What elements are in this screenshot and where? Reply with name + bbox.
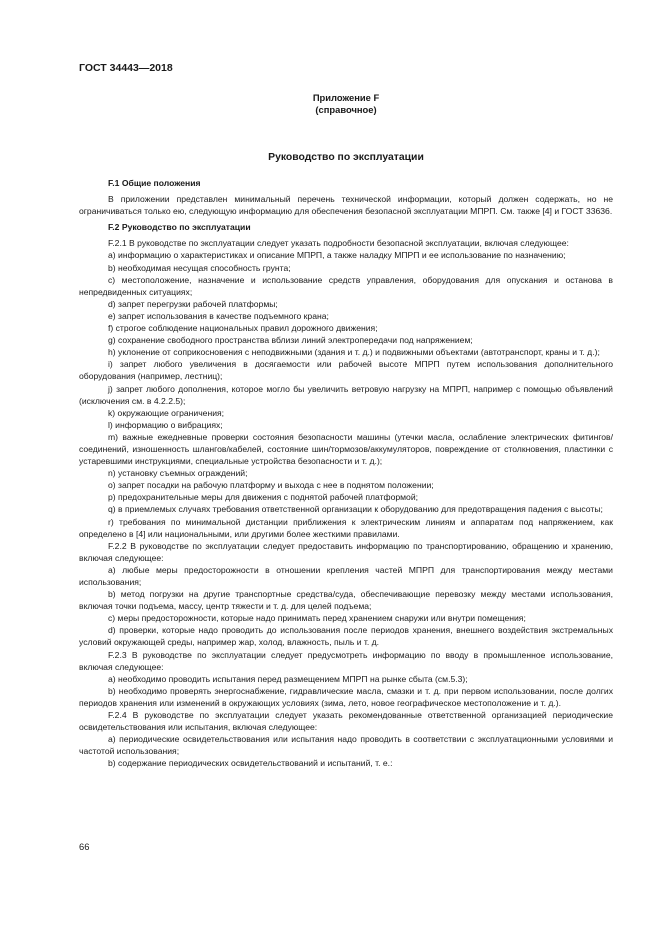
appendix-subtitle: (справочное) (315, 104, 377, 115)
section-f2-content (79, 237, 613, 769)
list-item: c) местоположение, назначение и использование средств управления, оборудования для опускания и останова в непредвиденных ситуациях; (79, 274, 613, 297)
list-item: b) содержание периодических освидетельствований и испытаний, т. е.: (108, 758, 393, 769)
document-title: Руководство по эксплуатации (268, 152, 424, 163)
list-item: m) важные ежедневные проверки состояния безопасности машины (утечки масла, ослабление электрических фитингов/соединений, изношенность шлангов/кабелей, состояние шин/тормозов/аккумуляторов, повреждение от столкновения, пластинки с устаревшими инструкциями, специальные устройства безопасности и т. д.); (79, 431, 613, 467)
list-item: i) запрет любого увеличения в досягаемости или рабочей высоте МПРП путем использования дополнительного оборудования (например, лестниц); (79, 359, 613, 382)
appendix-heading (0, 92, 661, 116)
list-item: a) необходимо проводить испытания перед размещением МПРП на рынке сбыта (см.5.3); (108, 673, 468, 684)
paragraph: F.2.1 В руководстве по эксплуатации следует указать подробности безопасной эксплуатации, включая следующее: (108, 238, 569, 249)
list-item: c) меры предосторожности, которые надо принимать перед хранением снаружи или внутри помещения; (108, 613, 526, 624)
list-item: p) предохранительные меры для движения с поднятой рабочей платформой; (108, 492, 419, 503)
list-item: r) требования по минимальной дистанции приближения к электрическим линиям и аппаратам под напряжением, как определено в [4] или национальными, или другими более жесткими правилами. (79, 516, 613, 539)
paragraph: F.2.2 В руководстве по эксплуатации следует предоставить информацию по транспортированию, обращению и хранению, включая следующее: (79, 540, 613, 563)
section-heading-f1: F.1 Общие положения (108, 178, 201, 188)
list-item: b) необходимо проверять энергоснабжение, гидравлические масла, смазки и т. д. при первом использовании, после долгих периодов хранения или изменений в окружающих условиях (зима, лето, новое географическое местоположение и т. д.). (79, 685, 613, 708)
page-number: 66 (79, 841, 90, 852)
list-item: e) запрет использования в качестве подъемного крана; (108, 310, 329, 321)
section-heading-f2: F.2 Руководство по эксплуатации (108, 222, 251, 233)
list-item: d) запрет перегрузки рабочей платформы; (108, 298, 278, 309)
section-f1-text: В приложении представлен минимальный перечень технической информации, который должен содержать, но не ограничиваться только ею, следующую информацию для обеспечения безопасной эксплуатации МПРП. См. также [4] и ГОСТ 33636. (79, 194, 613, 217)
paragraph: F.2.3 В руководстве по эксплуатации следует предусмотреть информацию по вводу в промышленное использование, включая следующее: (79, 649, 613, 672)
list-item: a) информацию о характеристиках и описание МПРП, а также наладку МПРП и ее использование по назначению; (108, 250, 566, 261)
document-body (79, 177, 613, 770)
paragraph: F.2.4 В руководстве по эксплуатации следует указать рекомендованные ответственной организацией периодические освидетельствования или испытания, включая следующее: (79, 710, 613, 733)
list-item: k) окружающие ограничения; (108, 407, 225, 418)
list-item: l) информацию о вибрациях; (108, 419, 223, 430)
list-item: f) строгое соблюдение национальных правил дорожного движения; (108, 323, 378, 334)
list-item: g) сохранение свободного пространства вблизи линий электропередачи под напряжением; (108, 335, 473, 346)
standard-header: ГОСТ 34443—2018 (79, 62, 173, 74)
list-item: h) уклонение от соприкосновения с неподвижными (здания и т. д.) и подвижными объектами (автотранспорт, краны и т. д.); (108, 347, 600, 358)
list-item: d) проверки, которые надо проводить до использования после периодов хранения, внешнего воздействия экстремальных условий окружающей среды, например жар, холод, влажность, пыль и т. д. (79, 625, 613, 648)
list-item: j) запрет любого дополнения, которое могло бы увеличить ветровую нагрузку на МПРП, например с помощью объявлений (исключения см. в 4.2.2.5); (79, 383, 613, 406)
list-item: b) метод погрузки на другие транспортные средства/суда, обеспечивающие перевозку между местами использования, включая точки подъема, массу, центр тяжести и т. д. для целей подъема; (79, 589, 613, 612)
list-item: q) в приемлемых случаях требования ответственной организации к оборудованию для предотвращения падения с высоты; (108, 504, 603, 515)
list-item: a) любые меры предосторожности в отношении крепления частей МПРП для транспортирования между местами использования; (79, 564, 613, 587)
list-item: b) необходимая несущая способность грунта; (108, 262, 291, 273)
list-item: n) установку съемных ограждений; (108, 468, 248, 479)
appendix-title: Приложение F (312, 92, 380, 103)
list-item: o) запрет посадки на рабочую платформу и выхода с нее в поднятом положении; (108, 480, 434, 491)
list-item: a) периодические освидетельствования или испытания надо проводить в соответствии с эксплуатационными условиями и частотой использования; (79, 734, 613, 757)
